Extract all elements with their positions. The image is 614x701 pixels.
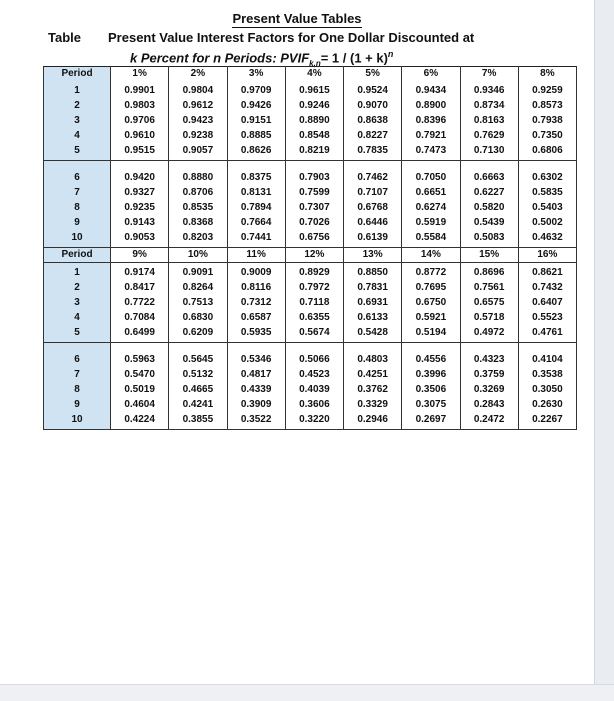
formula-exponent: n [387, 49, 394, 59]
factor-cell: 0.4224 [111, 412, 169, 430]
factor-cell: 0.9615 [285, 81, 343, 98]
factor-cell: 0.4241 [169, 397, 227, 412]
factor-cell: 0.9246 [285, 98, 343, 113]
factor-cell: 0.9803 [111, 98, 169, 113]
spacer-cell [285, 343, 343, 351]
subtitle-text: k Percent for n Periods: PVIF [130, 50, 310, 66]
period-cell: 5 [44, 325, 111, 343]
factor-cell: 0.3762 [344, 382, 402, 397]
factor-cell: 0.7462 [344, 168, 402, 185]
factor-cell: 0.9709 [227, 81, 285, 98]
spacer-cell [227, 161, 285, 169]
spacer-cell [44, 161, 111, 169]
spacer-cell [111, 343, 169, 351]
factor-cell: 0.2946 [344, 412, 402, 430]
period-cell: 1 [44, 263, 111, 281]
table-row [44, 185, 577, 200]
factor-cell: 0.8548 [285, 128, 343, 143]
factor-cell: 0.9143 [111, 215, 169, 230]
factor-cell: 0.5403 [518, 200, 576, 215]
factor-cell: 0.6446 [344, 215, 402, 230]
factor-cell: 0.9346 [460, 81, 518, 98]
spacer-cell [169, 343, 227, 351]
period-cell: 3 [44, 295, 111, 310]
table-row [44, 280, 577, 295]
factor-cell: 0.9174 [111, 263, 169, 281]
period-header: Period [44, 248, 111, 263]
period-cell: 4 [44, 128, 111, 143]
spacer-cell [460, 343, 518, 351]
factor-cell: 0.3329 [344, 397, 402, 412]
factor-cell: 0.8734 [460, 98, 518, 113]
factor-cell: 0.4104 [518, 350, 576, 367]
factor-cell: 0.9706 [111, 113, 169, 128]
page-edge-bottom [0, 684, 614, 701]
period-cell: 8 [44, 382, 111, 397]
factor-cell: 0.5523 [518, 310, 576, 325]
factor-cell: 0.4556 [402, 350, 460, 367]
factor-cell: 0.7664 [227, 215, 285, 230]
spacer-cell [227, 343, 285, 351]
table-row [44, 113, 577, 128]
factor-cell: 0.6274 [402, 200, 460, 215]
period-cell: 7 [44, 185, 111, 200]
table-row [44, 350, 577, 367]
period-cell: 1 [44, 81, 111, 98]
rate-header: 14% [402, 248, 460, 263]
table-row [44, 263, 577, 281]
factor-cell: 0.7050 [402, 168, 460, 185]
factor-cell: 0.5835 [518, 185, 576, 200]
factor-cell: 0.7107 [344, 185, 402, 200]
factor-cell: 0.9524 [344, 81, 402, 98]
factor-cell: 0.4251 [344, 367, 402, 382]
rate-header: 12% [285, 248, 343, 263]
factor-cell: 0.3909 [227, 397, 285, 412]
factor-cell: 0.6227 [460, 185, 518, 200]
factor-cell: 0.3075 [402, 397, 460, 412]
factor-cell: 0.9009 [227, 263, 285, 281]
factor-cell: 0.9327 [111, 185, 169, 200]
factor-cell: 0.6209 [169, 325, 227, 343]
factor-cell: 0.7695 [402, 280, 460, 295]
period-cell: 3 [44, 113, 111, 128]
factor-cell: 0.7307 [285, 200, 343, 215]
factor-cell: 0.9151 [227, 113, 285, 128]
factor-cell: 0.8573 [518, 98, 576, 113]
factor-cell: 0.9434 [402, 81, 460, 98]
table-row [44, 295, 577, 310]
factor-cell: 0.9901 [111, 81, 169, 98]
spacer-cell [169, 161, 227, 169]
factor-cell: 0.5820 [460, 200, 518, 215]
spacer-cell [344, 343, 402, 351]
factor-cell: 0.5921 [402, 310, 460, 325]
spacer-cell [518, 343, 576, 351]
factor-cell: 0.8929 [285, 263, 343, 281]
factor-cell: 0.6139 [344, 230, 402, 248]
factor-cell: 0.4039 [285, 382, 343, 397]
factor-cell: 0.8116 [227, 280, 285, 295]
factor-cell: 0.8163 [460, 113, 518, 128]
spacer-cell [402, 161, 460, 169]
rate-header: 1% [111, 67, 169, 82]
factor-cell: 0.8227 [344, 128, 402, 143]
factor-cell: 0.4803 [344, 350, 402, 367]
factor-cell: 0.9610 [111, 128, 169, 143]
rate-header: 15% [460, 248, 518, 263]
factor-cell: 0.2267 [518, 412, 576, 430]
factor-cell: 0.8396 [402, 113, 460, 128]
spacer-cell [285, 161, 343, 169]
factor-cell: 0.9053 [111, 230, 169, 248]
factor-cell: 0.9070 [344, 98, 402, 113]
table-row [44, 230, 577, 248]
factor-cell: 0.8368 [169, 215, 227, 230]
spacer-cell [460, 161, 518, 169]
factor-cell: 0.8706 [169, 185, 227, 200]
period-cell: 8 [44, 200, 111, 215]
factor-cell: 0.3855 [169, 412, 227, 430]
factor-cell: 0.5346 [227, 350, 285, 367]
factor-cell: 0.7903 [285, 168, 343, 185]
factor-cell: 0.5935 [227, 325, 285, 343]
factor-cell: 0.5194 [402, 325, 460, 343]
factor-cell: 0.9238 [169, 128, 227, 143]
table-row [44, 325, 577, 343]
factor-cell: 0.4339 [227, 382, 285, 397]
factor-cell: 0.9420 [111, 168, 169, 185]
factor-cell: 0.3996 [402, 367, 460, 382]
factor-cell: 0.7835 [344, 143, 402, 161]
period-header: Period [44, 67, 111, 82]
factor-cell: 0.9057 [169, 143, 227, 161]
factor-cell: 0.5584 [402, 230, 460, 248]
rate-header: 11% [227, 248, 285, 263]
factor-cell: 0.6663 [460, 168, 518, 185]
table-row [44, 98, 577, 113]
table-row [44, 382, 577, 397]
factor-cell: 0.6133 [344, 310, 402, 325]
factor-cell: 0.2472 [460, 412, 518, 430]
rate-header: 16% [518, 248, 576, 263]
factor-cell: 0.7894 [227, 200, 285, 215]
factor-cell: 0.8621 [518, 263, 576, 281]
subtitle-line-1: Present Value Interest Factors for One Dollar Discounted at [108, 30, 475, 45]
rate-header: 9% [111, 248, 169, 263]
factor-cell: 0.6499 [111, 325, 169, 343]
factor-cell: 0.7473 [402, 143, 460, 161]
factor-cell: 0.5470 [111, 367, 169, 382]
factor-cell: 0.4817 [227, 367, 285, 382]
factor-cell: 0.6768 [344, 200, 402, 215]
factor-cell: 0.8885 [227, 128, 285, 143]
header-row [44, 67, 577, 82]
factor-cell: 0.7432 [518, 280, 576, 295]
factor-cell: 0.7938 [518, 113, 576, 128]
rate-header: 4% [285, 67, 343, 82]
table-row [44, 81, 577, 98]
spacer-cell [402, 343, 460, 351]
factor-cell: 0.8375 [227, 168, 285, 185]
factor-cell: 0.5002 [518, 215, 576, 230]
table-row [44, 367, 577, 382]
factor-cell: 0.4972 [460, 325, 518, 343]
factor-cell: 0.4761 [518, 325, 576, 343]
factor-cell: 0.7629 [460, 128, 518, 143]
spacer-cell [111, 161, 169, 169]
header-row [44, 248, 577, 263]
spacer-cell [44, 343, 111, 351]
factor-cell: 0.6830 [169, 310, 227, 325]
factor-cell: 0.8696 [460, 263, 518, 281]
factor-cell: 0.8219 [285, 143, 343, 161]
factor-cell: 0.7118 [285, 295, 343, 310]
factor-cell: 0.5132 [169, 367, 227, 382]
factor-cell: 0.9612 [169, 98, 227, 113]
factor-cell: 0.5428 [344, 325, 402, 343]
period-cell: 4 [44, 310, 111, 325]
factor-cell: 0.7084 [111, 310, 169, 325]
factor-cell: 0.5439 [460, 215, 518, 230]
factor-cell: 0.8131 [227, 185, 285, 200]
factor-cell: 0.6651 [402, 185, 460, 200]
factor-cell: 0.6806 [518, 143, 576, 161]
rate-header: 7% [460, 67, 518, 82]
page-title: Present Value Tables [232, 11, 362, 26]
factor-cell: 0.2630 [518, 397, 576, 412]
period-cell: 5 [44, 143, 111, 161]
block-spacer [44, 161, 577, 169]
factor-cell: 0.6302 [518, 168, 576, 185]
period-cell: 2 [44, 280, 111, 295]
factor-cell: 0.3759 [460, 367, 518, 382]
factor-cell: 0.6355 [285, 310, 343, 325]
factor-cell: 0.2843 [460, 397, 518, 412]
factor-cell: 0.5718 [460, 310, 518, 325]
factor-cell: 0.3522 [227, 412, 285, 430]
factor-cell: 0.8890 [285, 113, 343, 128]
factor-cell: 0.6756 [285, 230, 343, 248]
period-cell: 9 [44, 397, 111, 412]
factor-cell: 0.5674 [285, 325, 343, 343]
factor-cell: 0.3220 [285, 412, 343, 430]
rate-header: 13% [344, 248, 402, 263]
factor-cell: 0.7441 [227, 230, 285, 248]
rate-header: 2% [169, 67, 227, 82]
period-cell: 6 [44, 350, 111, 367]
page-edge-right [594, 0, 614, 700]
spacer-cell [344, 161, 402, 169]
factor-cell: 0.8626 [227, 143, 285, 161]
factor-cell: 0.9426 [227, 98, 285, 113]
factor-cell: 0.4632 [518, 230, 576, 248]
rate-header: 10% [169, 248, 227, 263]
period-cell: 6 [44, 168, 111, 185]
factor-cell: 0.7831 [344, 280, 402, 295]
table-row [44, 412, 577, 430]
period-cell: 2 [44, 98, 111, 113]
factor-cell: 0.9515 [111, 143, 169, 161]
factor-cell: 0.5019 [111, 382, 169, 397]
factor-cell: 0.9259 [518, 81, 576, 98]
factor-cell: 0.8203 [169, 230, 227, 248]
table-row [44, 128, 577, 143]
table-row [44, 168, 577, 185]
factor-cell: 0.2697 [402, 412, 460, 430]
factor-cell: 0.8850 [344, 263, 402, 281]
factor-cell: 0.4665 [169, 382, 227, 397]
rate-header: 8% [518, 67, 576, 82]
factor-cell: 0.4523 [285, 367, 343, 382]
factor-cell: 0.6575 [460, 295, 518, 310]
factor-cell: 0.5645 [169, 350, 227, 367]
spacer-cell [518, 161, 576, 169]
factor-cell: 0.7130 [460, 143, 518, 161]
table-label: Table [48, 30, 81, 45]
factor-cell: 0.8772 [402, 263, 460, 281]
factor-cell: 0.3506 [402, 382, 460, 397]
factor-cell: 0.7312 [227, 295, 285, 310]
table-row [44, 200, 577, 215]
factor-cell: 0.8535 [169, 200, 227, 215]
factor-cell: 0.6407 [518, 295, 576, 310]
pv-factor-table [43, 66, 577, 430]
rate-header: 5% [344, 67, 402, 82]
factor-cell: 0.8638 [344, 113, 402, 128]
factor-cell: 0.8880 [169, 168, 227, 185]
factor-cell: 0.5066 [285, 350, 343, 367]
table-row [44, 215, 577, 230]
table-row [44, 397, 577, 412]
factor-cell: 0.6750 [402, 295, 460, 310]
factor-cell: 0.3606 [285, 397, 343, 412]
factor-cell: 0.5963 [111, 350, 169, 367]
factor-cell: 0.9091 [169, 263, 227, 281]
factor-cell: 0.7921 [402, 128, 460, 143]
factor-cell: 0.3269 [460, 382, 518, 397]
factor-cell: 0.4604 [111, 397, 169, 412]
factor-cell: 0.9423 [169, 113, 227, 128]
factor-cell: 0.7026 [285, 215, 343, 230]
factor-cell: 0.8264 [169, 280, 227, 295]
factor-cell: 0.7599 [285, 185, 343, 200]
period-cell: 10 [44, 230, 111, 248]
table-row [44, 143, 577, 161]
period-cell: 10 [44, 412, 111, 430]
period-cell: 9 [44, 215, 111, 230]
factor-cell: 0.9235 [111, 200, 169, 215]
factor-cell: 0.8900 [402, 98, 460, 113]
formula-subscript: k,n [309, 58, 321, 68]
factor-cell: 0.7513 [169, 295, 227, 310]
factor-cell: 0.7972 [285, 280, 343, 295]
factor-cell: 0.6931 [344, 295, 402, 310]
factor-cell: 0.3050 [518, 382, 576, 397]
formula: = 1 / (1 + k) [320, 50, 388, 66]
factor-cell: 0.7350 [518, 128, 576, 143]
rate-header: 6% [402, 67, 460, 82]
factor-cell: 0.9804 [169, 81, 227, 98]
factor-cell: 0.4323 [460, 350, 518, 367]
factor-cell: 0.7561 [460, 280, 518, 295]
factor-cell: 0.8417 [111, 280, 169, 295]
factor-cell: 0.5083 [460, 230, 518, 248]
factor-cell: 0.5919 [402, 215, 460, 230]
table-row [44, 310, 577, 325]
block-spacer [44, 343, 577, 351]
factor-cell: 0.6587 [227, 310, 285, 325]
period-cell: 7 [44, 367, 111, 382]
factor-cell: 0.7722 [111, 295, 169, 310]
factor-cell: 0.3538 [518, 367, 576, 382]
rate-header: 3% [227, 67, 285, 82]
